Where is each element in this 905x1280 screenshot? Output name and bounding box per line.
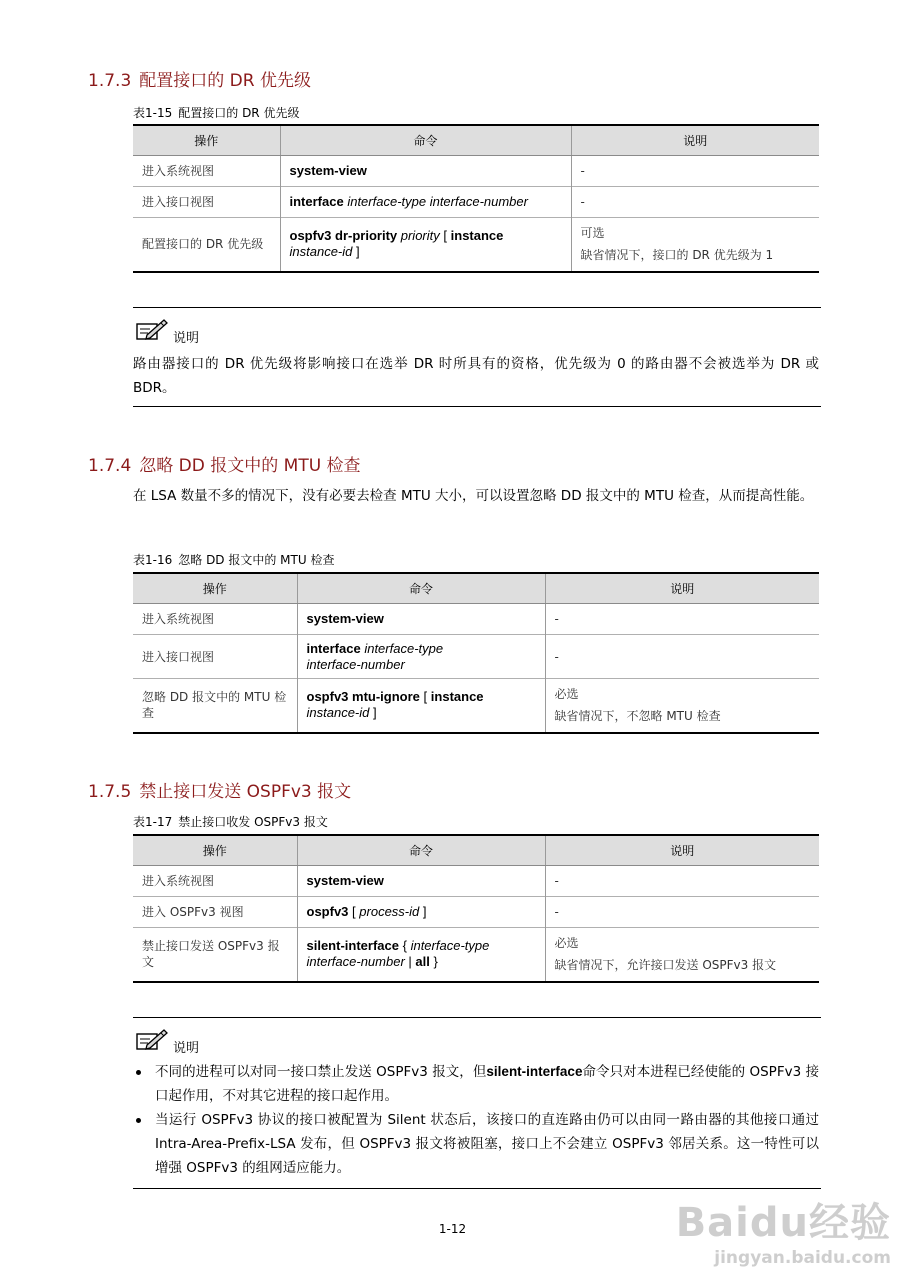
header-description: 说明 <box>571 125 819 156</box>
command-keyword: system-view <box>306 873 384 888</box>
note-box <box>133 1017 821 1189</box>
description-cell <box>571 218 819 272</box>
command-keyword: system-view <box>306 611 384 626</box>
command-bracket: ] <box>422 904 427 919</box>
watermark <box>676 1191 891 1268</box>
command-argument: interface-type interface-number <box>347 194 528 209</box>
command-cell <box>280 218 571 272</box>
command-keyword: instance <box>430 689 484 705</box>
command-argument: instance-id <box>306 705 370 721</box>
caption-text: 忽略 DD 报文中的 MTU 检查 <box>178 553 335 567</box>
description-line: 缺省情况下，不忽略 MTU 检查 <box>554 709 721 724</box>
operation-cell: 禁止接口发送 OSPFv3 报文 <box>133 928 297 982</box>
table-caption-1-16 <box>133 551 334 568</box>
description-line: 必选 <box>554 936 579 951</box>
table-row <box>133 218 819 272</box>
note-pencil-icon <box>135 1028 169 1056</box>
header-description: 说明 <box>545 573 819 604</box>
operation-cell: 进入接口视图 <box>133 635 297 679</box>
operation-cell: 进入系统视图 <box>133 604 297 635</box>
command-bracket: ] <box>373 705 377 721</box>
note-box <box>133 307 821 407</box>
list-item <box>133 1060 819 1108</box>
description-cell: - <box>545 635 819 679</box>
section-heading-1-7-4 <box>88 451 361 476</box>
command-keyword: silent-interface <box>306 938 399 954</box>
header-operation: 操作 <box>133 573 297 604</box>
command-keyword: system-view <box>289 163 367 178</box>
description-cell: - <box>545 897 819 928</box>
section-heading-1-7-5 <box>88 777 351 802</box>
table-caption-1-17 <box>133 813 328 830</box>
command-keyword: ospfv3 dr-priority <box>289 228 398 244</box>
table-1-16 <box>133 572 819 734</box>
header-operation: 操作 <box>133 125 280 156</box>
page-number: 1-12 <box>438 1222 467 1236</box>
command-argument: interface-number <box>306 656 405 672</box>
note-text: 命令只对本进程已经使能的 OSPFv3 接口起作用，不对其它进程的接口起作用。 <box>155 1064 820 1104</box>
caption-label: 表1-15 <box>133 106 173 120</box>
command-keyword: ospfv3 mtu-ignore <box>306 689 420 705</box>
section-number: 1.7.4 <box>88 456 132 476</box>
command-keyword: interface <box>289 194 344 209</box>
table-row <box>133 635 819 679</box>
watermark-url: jingyan.baidu.com <box>714 1248 891 1268</box>
caption-text: 配置接口的 DR 优先级 <box>178 106 300 120</box>
command-bracket: } <box>433 954 438 970</box>
note-text: 路由器接口的 DR 优先级将影响接口在选举 DR 时所具有的资格，优先级为 0 的路由器不会被选举为 DR 或 BDR。 <box>133 356 819 396</box>
note-title: 说明 <box>173 331 200 346</box>
header-command: 命令 <box>297 573 545 604</box>
command-bracket: [ <box>352 904 356 919</box>
caption-label: 表1-17 <box>133 815 173 829</box>
note-list <box>133 1060 819 1180</box>
table-row <box>133 897 819 928</box>
description-line: 必选 <box>554 687 579 702</box>
note-header <box>135 1028 199 1056</box>
command-separator: | <box>408 954 412 970</box>
caption-text: 禁止接口收发 OSPFv3 报文 <box>178 815 328 829</box>
command-bracket: [ <box>423 689 428 705</box>
operation-cell: 忽略 DD 报文中的 MTU 检查 <box>133 679 297 733</box>
command-argument: process-id <box>359 904 420 919</box>
caption-label: 表1-16 <box>133 553 173 567</box>
table-row <box>133 928 819 982</box>
description-line: 缺省情况下，接口的 DR 优先级为 1 <box>580 248 774 263</box>
command-cell <box>297 866 545 897</box>
table-row <box>133 679 819 733</box>
command-cell <box>297 635 545 679</box>
command-argument: interface-type <box>364 640 444 656</box>
command-keyword: all <box>415 954 430 970</box>
description-cell <box>545 679 819 733</box>
section-title: 禁止接口发送 OSPFv3 报文 <box>139 782 352 802</box>
note-text: 不同的进程可以对同一接口禁止发送 OSPFv3 报文，但 <box>155 1064 487 1080</box>
table-1-15 <box>133 124 819 273</box>
description-cell <box>545 928 819 982</box>
operation-cell: 进入系统视图 <box>133 156 280 187</box>
section-heading-1-7-3 <box>88 66 311 91</box>
description-cell: - <box>571 156 819 187</box>
section-title: 忽略 DD 报文中的 MTU 检查 <box>139 456 361 476</box>
command-bracket: ] <box>356 244 360 260</box>
description-line: 缺省情况下，允许接口发送 OSPFv3 报文 <box>554 958 777 973</box>
command-argument: interface-number <box>306 954 405 970</box>
table-row <box>133 156 819 187</box>
list-item: 当运行 OSPFv3 协议的接口被配置为 Silent 状态后，该接口的直连路由仍可以由同一路由器的其他接口通过 Intra-Area-Prefix-LSA 发布，但 OSPFv3 报文将被阻塞，接口上不会建立 OSPFv3 邻居关系。这一特性可以增强 OSPFv3 的组网适应能力。 <box>133 1108 819 1180</box>
command-cell <box>280 187 571 218</box>
command-keyword: interface <box>306 640 361 656</box>
header-command: 命令 <box>280 125 571 156</box>
section-number: 1.7.3 <box>88 71 132 91</box>
watermark-logo: Baidu经验 <box>675 1200 891 1246</box>
body-paragraph: 在 LSA 数量不多的情况下，没有必要去检查 MTU 大小，可以设置忽略 DD 报文中的 MTU 检查，从而提高性能。 <box>133 488 814 504</box>
operation-cell: 进入系统视图 <box>133 866 297 897</box>
section-title: 配置接口的 DR 优先级 <box>139 71 311 91</box>
section-number: 1.7.5 <box>88 782 132 802</box>
command-cell <box>297 928 545 982</box>
table-row <box>133 604 819 635</box>
command-argument: priority <box>400 228 440 244</box>
table-row <box>133 866 819 897</box>
command-keyword: ospfv3 <box>306 904 349 919</box>
description-line: 可选 <box>580 226 605 241</box>
table-1-17 <box>133 834 819 983</box>
description-cell: - <box>545 604 819 635</box>
command-cell <box>297 679 545 733</box>
command-cell <box>280 156 571 187</box>
command-cell <box>297 897 545 928</box>
operation-cell: 进入接口视图 <box>133 187 280 218</box>
header-command: 命令 <box>297 835 545 866</box>
command-keyword: silent-interface <box>486 1064 583 1079</box>
command-cell <box>297 604 545 635</box>
note-pencil-icon <box>135 318 169 346</box>
description-cell: - <box>571 187 819 218</box>
command-bracket: { <box>402 938 407 954</box>
operation-cell: 进入 OSPFv3 视图 <box>133 897 297 928</box>
command-bracket: [ <box>443 228 448 244</box>
description-cell: - <box>545 866 819 897</box>
note-title: 说明 <box>173 1041 200 1056</box>
table-row <box>133 187 819 218</box>
command-keyword: instance <box>450 228 504 244</box>
table-caption-1-15 <box>133 104 299 121</box>
note-header <box>135 318 199 346</box>
operation-cell: 配置接口的 DR 优先级 <box>133 218 280 272</box>
header-description: 说明 <box>545 835 819 866</box>
header-operation: 操作 <box>133 835 297 866</box>
command-argument: instance-id <box>289 244 353 260</box>
command-argument: interface-type <box>410 938 490 954</box>
